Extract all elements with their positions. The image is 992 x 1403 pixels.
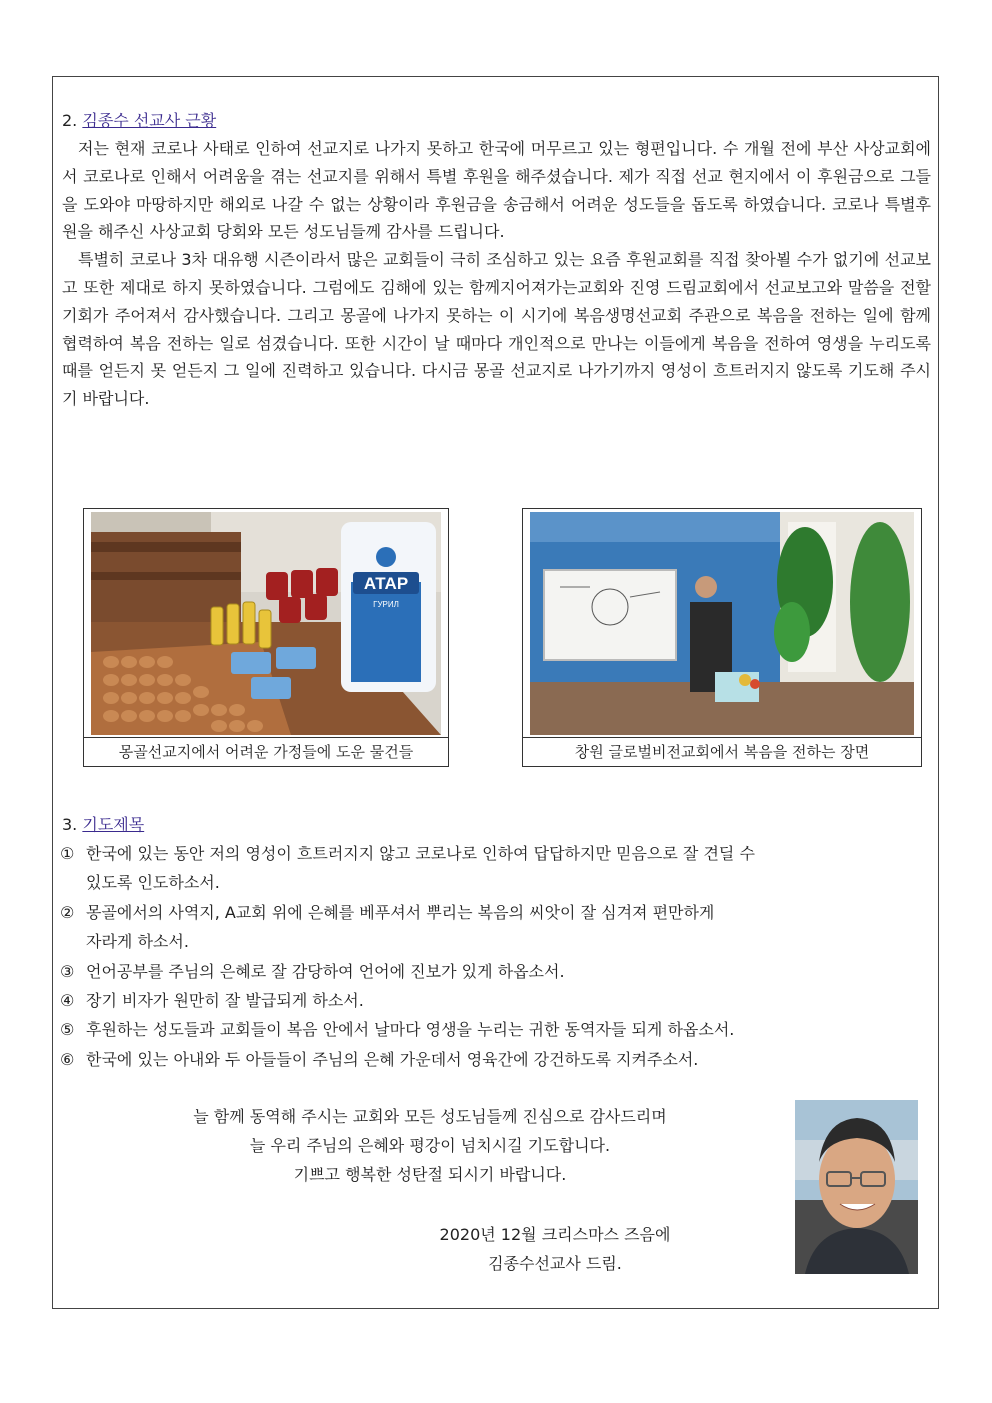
prayer-item-text: 장기 비자가 원만히 잘 발급되게 하소서. [86, 991, 364, 1011]
section-3-heading [62, 815, 144, 835]
closing-line-3: 기쁘고 행복한 성탄절 되시기 바랍니다. [293, 1165, 567, 1184]
bag-brand-text: АТАР [363, 574, 409, 593]
photo-preaching-box [522, 508, 922, 767]
prayer-item-number: ③ [60, 961, 75, 981]
prayer-item-text: 후원하는 성도들과 교회들이 복음 안에서 날마다 영생을 누리는 귀한 동역자들 되게 하옵소서. [86, 1020, 735, 1040]
signoff [390, 1220, 720, 1278]
section-2-number: 2. [62, 111, 78, 130]
prayer-item-number: ② [60, 902, 75, 922]
photo-preaching [530, 512, 914, 735]
paragraph-2: 특별히 코로나 3차 대유행 시즌이라서 많은 교회들이 극히 조심하고 있는 요즘 후원교회를 직접 찾아뵐 수가 없기에 선교보고 또한 제대로 하지 못하였습니다. 그럼에도 김해에 있는 함께지어져가는교회와 진영 드림교회에서 선교보고와 말씀을 전할 기회가 주어져서 감사했습니다. 그리고 몽골에 나가지 못하는 이 시기에 복음생명선교회 주관으로 복음을 전하는 일에 함께 협력하여 복음 전하는 일로 섬겼습니다. 또한 시간이 날 때마다 개인적으로 만나는 이들에게 복음을 전하여 영생을 누리도록 때를 얻든지 못 얻든지 그 일에 진력하고 있습니다. 다시금 몽골 선교지로 나가기까지 영성이 흐트러지지 않도록 기도해 주시기 바랍니다. [62, 250, 931, 409]
section-2-body [62, 135, 931, 413]
prayer-list [60, 839, 920, 1074]
section-2-title: 김종수 선교사 근황 [82, 111, 217, 130]
prayer-item [60, 1045, 920, 1074]
prayer-item [60, 839, 920, 868]
section-3-number: 3. [62, 815, 78, 834]
prayer-item-number: ① [60, 844, 75, 863]
photo-preaching-caption: 창원 글로벌비전교회에서 복음을 전하는 장면 [523, 737, 921, 766]
closing-message [110, 1102, 750, 1189]
prayer-item [60, 986, 920, 1015]
closing-line-1: 늘 함께 동역해 주시는 교회와 모든 성도님들께 진심으로 감사드리며 [193, 1107, 667, 1126]
signoff-date: 2020년 12월 크리스마스 즈음에 [439, 1225, 671, 1244]
missionary-portrait [795, 1100, 918, 1274]
photo-supplies [91, 512, 441, 735]
prayer-item-number: ④ [60, 991, 75, 1011]
photo-supplies-box [83, 508, 449, 767]
section-2-heading [62, 111, 216, 131]
photo-supplies-caption: 몽골선교지에서 어려운 가정들에 도운 물건들 [84, 737, 448, 766]
prayer-item-text: 있도록 인도하소서. [86, 873, 220, 893]
bag-sub-text: ГУРИЛ [373, 600, 399, 609]
prayer-item-continuation [60, 927, 920, 956]
prayer-item-continuation [60, 868, 920, 897]
signoff-signature: 김종수선교사 드림. [488, 1254, 622, 1273]
prayer-item-text: 몽골에서의 사역지, A교회 위에 은혜를 베푸셔서 뿌리는 복음의 씨앗이 잘 심겨져 편만하게 [86, 902, 715, 922]
prayer-item-text: 한국에 있는 아내와 두 아들들이 주님의 은혜 가운데서 영육간에 강건하도록 지켜주소서. [86, 1049, 699, 1069]
prayer-item-number: ⑤ [60, 1020, 75, 1040]
prayer-item [60, 898, 920, 927]
prayer-item-text: 언어공부를 주님의 은혜로 잘 감당하여 언어에 진보가 있게 하옵소서. [86, 961, 565, 981]
closing-line-2: 늘 우리 주님의 은혜와 평강이 넘치시길 기도합니다. [249, 1136, 611, 1155]
prayer-item [60, 1015, 920, 1044]
prayer-item-text: 자라게 하소서. [86, 932, 189, 952]
prayer-item [60, 957, 920, 986]
paragraph-1: 저는 현재 코로나 사태로 인하여 선교지로 나가지 못하고 한국에 머무르고 있는 형편입니다. 수 개월 전에 부산 사상교회에서 코로나로 인해서 어려움을 겪는 선교지를 위해서 특별 후원을 해주셨습니다. 제가 직접 선교 현지에서 이 후원금으로 그들을 도와야 마땅하지만 해외로 나갈 수 없는 상황이라 후원금을 송금해서 어려운 성도들을 돕도록 하였습니다. 코로나 특별후원을 해주신 사상교회 당회와 모든 성도님들께 감사를 드립니다. [62, 139, 931, 242]
prayer-item-number: ⑥ [60, 1049, 75, 1069]
prayer-item-text: 한국에 있는 동안 저의 영성이 흐트러지지 않고 코로나로 인하여 답답하지만 믿음으로 잘 견딜 수 [86, 844, 755, 863]
section-3-title: 기도제목 [82, 815, 145, 834]
